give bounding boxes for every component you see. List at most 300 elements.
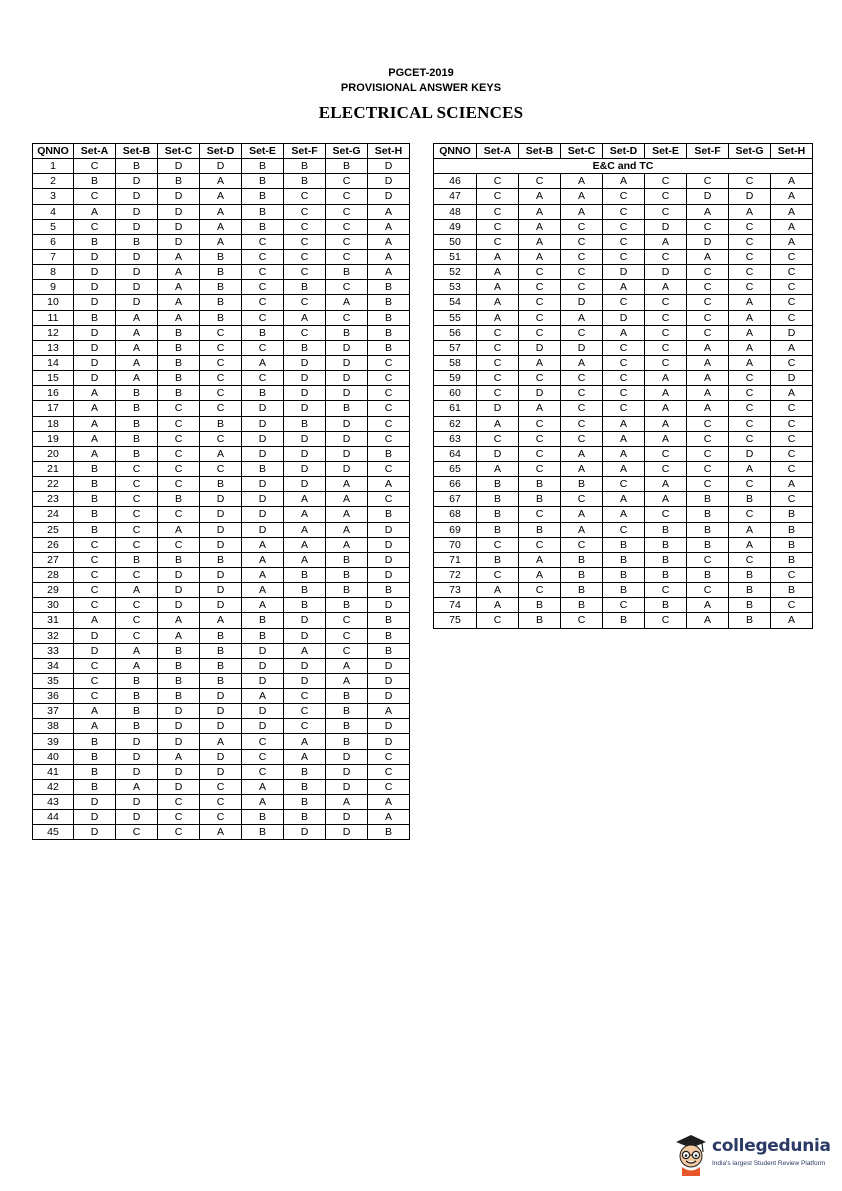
answer-cell: C <box>326 280 368 295</box>
column-header: Set-H <box>368 144 410 159</box>
answer-cell: D <box>368 552 410 567</box>
answer-cell: C <box>74 673 116 688</box>
table-row <box>33 598 410 613</box>
answer-cell: B <box>368 280 410 295</box>
answer-cell: C <box>519 295 561 310</box>
answer-cell: C <box>158 401 200 416</box>
table-row <box>434 189 813 204</box>
answer-cell: C <box>687 461 729 476</box>
answer-cell: B <box>200 477 242 492</box>
answer-cell: C <box>687 295 729 310</box>
answer-cell: A <box>477 295 519 310</box>
table-row <box>434 401 813 416</box>
answer-cell: D <box>200 598 242 613</box>
answer-cell: A <box>771 189 813 204</box>
answer-cell: D <box>200 583 242 598</box>
answer-cell: A <box>519 355 561 370</box>
answer-cell: D <box>242 643 284 658</box>
answer-cell: B <box>200 310 242 325</box>
question-number-cell: 50 <box>434 234 477 249</box>
table-row <box>434 355 813 370</box>
table-row <box>434 446 813 461</box>
answer-cell: D <box>74 249 116 264</box>
answer-cell: B <box>687 492 729 507</box>
answer-cell: D <box>74 371 116 386</box>
answer-cell: C <box>771 401 813 416</box>
table-row <box>33 704 410 719</box>
answer-cell: A <box>603 507 645 522</box>
answer-cell: C <box>771 492 813 507</box>
answer-cell: C <box>603 219 645 234</box>
question-number-cell: 39 <box>33 734 74 749</box>
answer-cell: A <box>603 416 645 431</box>
answer-cell: D <box>368 159 410 174</box>
table-row <box>33 371 410 386</box>
answer-cell: D <box>158 734 200 749</box>
answer-cell: D <box>158 598 200 613</box>
answer-cell: A <box>477 583 519 598</box>
answer-cell: B <box>368 613 410 628</box>
table-row <box>33 249 410 264</box>
answer-cell: D <box>561 295 603 310</box>
answer-cell: A <box>284 310 326 325</box>
table-row <box>434 280 813 295</box>
question-number-cell: 63 <box>434 431 477 446</box>
question-number-cell: 35 <box>33 673 74 688</box>
answer-cell: C <box>284 265 326 280</box>
answer-cell: D <box>116 249 158 264</box>
answer-cell: B <box>116 401 158 416</box>
answer-cell: D <box>200 567 242 582</box>
answer-cell: C <box>477 174 519 189</box>
answer-cell: A <box>729 340 771 355</box>
answer-cell: C <box>477 189 519 204</box>
answer-cell: C <box>200 371 242 386</box>
question-number-cell: 1 <box>33 159 74 174</box>
answer-cell: C <box>116 825 158 840</box>
answer-cell: C <box>729 431 771 446</box>
answer-cell: A <box>74 204 116 219</box>
question-number-cell: 42 <box>33 779 74 794</box>
answer-cell: D <box>326 810 368 825</box>
answer-cell: B <box>477 492 519 507</box>
answer-cell: A <box>729 204 771 219</box>
answer-cell: A <box>561 310 603 325</box>
answer-cell: B <box>687 522 729 537</box>
question-number-cell: 18 <box>33 416 74 431</box>
table-row <box>33 325 410 340</box>
answer-cell: B <box>368 628 410 643</box>
answer-cell: C <box>158 446 200 461</box>
table-row <box>33 204 410 219</box>
answer-cell: C <box>200 461 242 476</box>
answer-cell: C <box>284 234 326 249</box>
answer-cell: B <box>645 567 687 582</box>
table-row <box>33 355 410 370</box>
answer-cell: C <box>603 204 645 219</box>
answer-cell: C <box>561 249 603 264</box>
answer-cell: D <box>368 689 410 704</box>
answer-cell: B <box>368 325 410 340</box>
collegedunia-logo <box>672 1132 831 1178</box>
answer-cell: B <box>477 522 519 537</box>
answer-cell: A <box>242 598 284 613</box>
answer-cell: D <box>200 159 242 174</box>
answer-cell: C <box>326 204 368 219</box>
answer-cell: A <box>687 401 729 416</box>
answer-cell: C <box>771 416 813 431</box>
answer-cell: C <box>729 265 771 280</box>
answer-cell: D <box>284 477 326 492</box>
answer-cell: D <box>284 673 326 688</box>
answer-cell: A <box>477 310 519 325</box>
answer-cell: B <box>158 174 200 189</box>
answer-cell: C <box>771 598 813 613</box>
column-header: Set-D <box>200 144 242 159</box>
answer-cell: B <box>326 598 368 613</box>
answer-cell: A <box>687 204 729 219</box>
answer-cell: B <box>368 340 410 355</box>
question-number-cell: 60 <box>434 386 477 401</box>
answer-cell: B <box>242 219 284 234</box>
question-number-cell: 31 <box>33 613 74 628</box>
answer-cell: D <box>687 234 729 249</box>
answer-cell: D <box>74 280 116 295</box>
answer-cell: A <box>645 492 687 507</box>
answer-cell: B <box>158 658 200 673</box>
table-row <box>434 522 813 537</box>
answer-cell: C <box>771 295 813 310</box>
answer-cell: D <box>326 779 368 794</box>
answer-cell: B <box>74 174 116 189</box>
question-number-cell: 26 <box>33 537 74 552</box>
answer-cell: B <box>326 265 368 280</box>
answer-cell: C <box>368 355 410 370</box>
answer-cell: A <box>326 658 368 673</box>
answer-cell: D <box>771 371 813 386</box>
question-number-cell: 55 <box>434 310 477 325</box>
table-row <box>33 280 410 295</box>
answer-cell: C <box>368 416 410 431</box>
answer-cell: C <box>200 431 242 446</box>
answer-cell: D <box>74 325 116 340</box>
answer-cell: C <box>645 249 687 264</box>
answer-cell: C <box>519 310 561 325</box>
answer-cell: D <box>242 658 284 673</box>
answer-cell: B <box>158 371 200 386</box>
answer-cell: B <box>116 719 158 734</box>
answer-cell: B <box>74 477 116 492</box>
answer-cell: C <box>242 280 284 295</box>
answer-cell: D <box>116 810 158 825</box>
answer-cell: A <box>200 189 242 204</box>
answer-cell: A <box>368 234 410 249</box>
answer-cell: C <box>116 492 158 507</box>
question-number-cell: 46 <box>434 174 477 189</box>
answer-cell: D <box>74 810 116 825</box>
answer-cell: A <box>116 325 158 340</box>
answer-cell: B <box>284 159 326 174</box>
answer-cell: C <box>284 704 326 719</box>
answer-cell: B <box>74 779 116 794</box>
answer-cell: B <box>326 689 368 704</box>
answer-cell: A <box>687 613 729 628</box>
answer-cell: A <box>771 613 813 628</box>
answer-cell: B <box>284 174 326 189</box>
answer-cell: D <box>368 673 410 688</box>
table-row <box>33 764 410 779</box>
table-row <box>434 416 813 431</box>
answer-cell: D <box>116 280 158 295</box>
answer-cell: C <box>284 325 326 340</box>
answer-cell: C <box>242 749 284 764</box>
question-number-cell: 69 <box>434 522 477 537</box>
column-header: Set-E <box>645 144 687 159</box>
answer-cell: C <box>603 355 645 370</box>
answer-cell: C <box>603 401 645 416</box>
answer-cell: B <box>477 552 519 567</box>
table-row <box>33 174 410 189</box>
answer-cell: B <box>284 779 326 794</box>
answer-cell: B <box>603 613 645 628</box>
answer-cell: A <box>116 310 158 325</box>
answer-cell: C <box>477 234 519 249</box>
question-number-cell: 27 <box>33 552 74 567</box>
answer-cell: B <box>561 567 603 582</box>
answer-cell: B <box>326 704 368 719</box>
answer-cell: B <box>242 325 284 340</box>
answer-cell: D <box>116 734 158 749</box>
table-row <box>33 537 410 552</box>
question-number-cell: 36 <box>33 689 74 704</box>
answer-cell: C <box>326 219 368 234</box>
answer-cell: A <box>200 825 242 840</box>
answer-cell: C <box>477 431 519 446</box>
answer-cell: D <box>729 446 771 461</box>
answer-cell: B <box>771 537 813 552</box>
answer-cell: A <box>729 310 771 325</box>
answer-cell: A <box>326 492 368 507</box>
answer-cell: B <box>116 552 158 567</box>
answer-cell: A <box>284 492 326 507</box>
table-row <box>434 265 813 280</box>
table-row <box>434 583 813 598</box>
table-header-row <box>33 144 410 159</box>
answer-cell: C <box>687 174 729 189</box>
question-number-cell: 52 <box>434 265 477 280</box>
answer-cell: D <box>242 719 284 734</box>
answer-cell: C <box>645 613 687 628</box>
question-number-cell: 9 <box>33 280 74 295</box>
answer-cell: A <box>242 583 284 598</box>
answer-cell: B <box>326 583 368 598</box>
answer-cell: C <box>645 340 687 355</box>
answer-cell: C <box>200 795 242 810</box>
answer-cell: C <box>200 779 242 794</box>
answer-cell: C <box>477 613 519 628</box>
answer-cell: B <box>242 613 284 628</box>
table-row <box>33 658 410 673</box>
answer-cell: B <box>242 825 284 840</box>
answer-cell: C <box>771 280 813 295</box>
answer-cell: A <box>284 643 326 658</box>
answer-cell: C <box>200 386 242 401</box>
answer-cell: C <box>200 401 242 416</box>
answer-cell: D <box>519 340 561 355</box>
answer-cell: B <box>771 507 813 522</box>
answer-cell: C <box>729 371 771 386</box>
answer-cell: C <box>771 310 813 325</box>
column-header: Set-B <box>519 144 561 159</box>
answer-cell: C <box>771 431 813 446</box>
answer-cell: A <box>561 204 603 219</box>
question-number-cell: 53 <box>434 280 477 295</box>
answer-cell: D <box>158 204 200 219</box>
question-number-cell: 41 <box>33 764 74 779</box>
table-row <box>434 219 813 234</box>
column-header: Set-F <box>284 144 326 159</box>
answer-cell: A <box>368 704 410 719</box>
answer-cell: C <box>74 189 116 204</box>
answer-cell: B <box>200 249 242 264</box>
answer-cell: D <box>242 522 284 537</box>
answer-cell: D <box>284 613 326 628</box>
table-row <box>33 416 410 431</box>
answer-cell: A <box>116 658 158 673</box>
answer-cell: C <box>74 583 116 598</box>
answer-cell: D <box>242 704 284 719</box>
table-row <box>434 295 813 310</box>
answer-cell: D <box>242 492 284 507</box>
answer-cell: A <box>200 219 242 234</box>
table-row <box>33 431 410 446</box>
question-number-cell: 43 <box>33 795 74 810</box>
answer-cell: B <box>368 446 410 461</box>
answer-cell: C <box>242 295 284 310</box>
answer-cell: A <box>284 749 326 764</box>
column-header: Set-B <box>116 144 158 159</box>
answer-cell: C <box>74 598 116 613</box>
question-number-cell: 23 <box>33 492 74 507</box>
answer-cell: B <box>200 295 242 310</box>
answer-cell: B <box>200 552 242 567</box>
answer-cell: C <box>645 461 687 476</box>
answer-cell: A <box>116 779 158 794</box>
answer-cell: C <box>687 325 729 340</box>
answer-cell: C <box>477 204 519 219</box>
question-number-cell: 70 <box>434 537 477 552</box>
answer-cell: C <box>645 325 687 340</box>
answer-cell: B <box>200 265 242 280</box>
answer-cell: C <box>519 431 561 446</box>
answer-cell: B <box>561 477 603 492</box>
answer-cell: C <box>368 492 410 507</box>
answer-cell: B <box>200 658 242 673</box>
answer-cell: A <box>603 492 645 507</box>
answer-cell: B <box>368 295 410 310</box>
answer-cell: B <box>200 416 242 431</box>
answer-cell: C <box>687 552 729 567</box>
answer-cell: C <box>603 340 645 355</box>
answer-cell: D <box>116 219 158 234</box>
table-row <box>434 174 813 189</box>
answer-cell: C <box>74 567 116 582</box>
answer-cell: A <box>200 174 242 189</box>
answer-cell: A <box>477 598 519 613</box>
answer-cell: C <box>687 416 729 431</box>
answer-cell: D <box>158 189 200 204</box>
column-header: Set-A <box>74 144 116 159</box>
answer-cell: D <box>477 401 519 416</box>
answer-cell: A <box>158 628 200 643</box>
answer-cell: A <box>242 795 284 810</box>
answer-cell: B <box>116 431 158 446</box>
answer-cell: B <box>519 522 561 537</box>
answer-cell: D <box>200 689 242 704</box>
answer-cell: D <box>326 355 368 370</box>
answer-cell: C <box>729 386 771 401</box>
table-row <box>33 643 410 658</box>
answer-cell: C <box>326 189 368 204</box>
answer-cell: C <box>74 658 116 673</box>
question-number-cell: 66 <box>434 477 477 492</box>
answer-cell: A <box>771 219 813 234</box>
answer-cell: A <box>116 340 158 355</box>
column-header: Set-A <box>477 144 519 159</box>
table-row <box>33 340 410 355</box>
answer-cell: A <box>603 431 645 446</box>
question-number-cell: 34 <box>33 658 74 673</box>
answer-cell: D <box>326 446 368 461</box>
question-number-cell: 14 <box>33 355 74 370</box>
answer-cell: D <box>284 355 326 370</box>
answer-cell: B <box>687 537 729 552</box>
answer-cell: C <box>687 310 729 325</box>
question-number-cell: 45 <box>33 825 74 840</box>
answer-cell: A <box>158 522 200 537</box>
answer-cell: B <box>158 325 200 340</box>
question-number-cell: 29 <box>33 583 74 598</box>
answer-cell: A <box>561 355 603 370</box>
answer-cell: B <box>242 159 284 174</box>
answer-cell: D <box>116 265 158 280</box>
answer-cell: A <box>603 174 645 189</box>
answer-cell: A <box>326 795 368 810</box>
question-number-cell: 12 <box>33 325 74 340</box>
answer-cell: C <box>645 174 687 189</box>
answer-cell: D <box>326 416 368 431</box>
answer-cell: C <box>645 507 687 522</box>
answer-cell: D <box>242 477 284 492</box>
answer-cell: C <box>477 537 519 552</box>
answer-cell: D <box>74 628 116 643</box>
answer-cell: A <box>158 310 200 325</box>
answer-cell: B <box>729 598 771 613</box>
answer-cell: C <box>561 219 603 234</box>
answer-cell: B <box>74 507 116 522</box>
answer-cell: A <box>519 249 561 264</box>
table-row <box>434 325 813 340</box>
answer-cell: A <box>116 643 158 658</box>
column-header: QNNO <box>33 144 74 159</box>
table-row <box>33 446 410 461</box>
answer-cell: B <box>645 552 687 567</box>
answer-cell: C <box>200 340 242 355</box>
answer-cell: A <box>74 613 116 628</box>
table-row <box>33 583 410 598</box>
table-row <box>434 613 813 628</box>
answer-cell: C <box>116 628 158 643</box>
